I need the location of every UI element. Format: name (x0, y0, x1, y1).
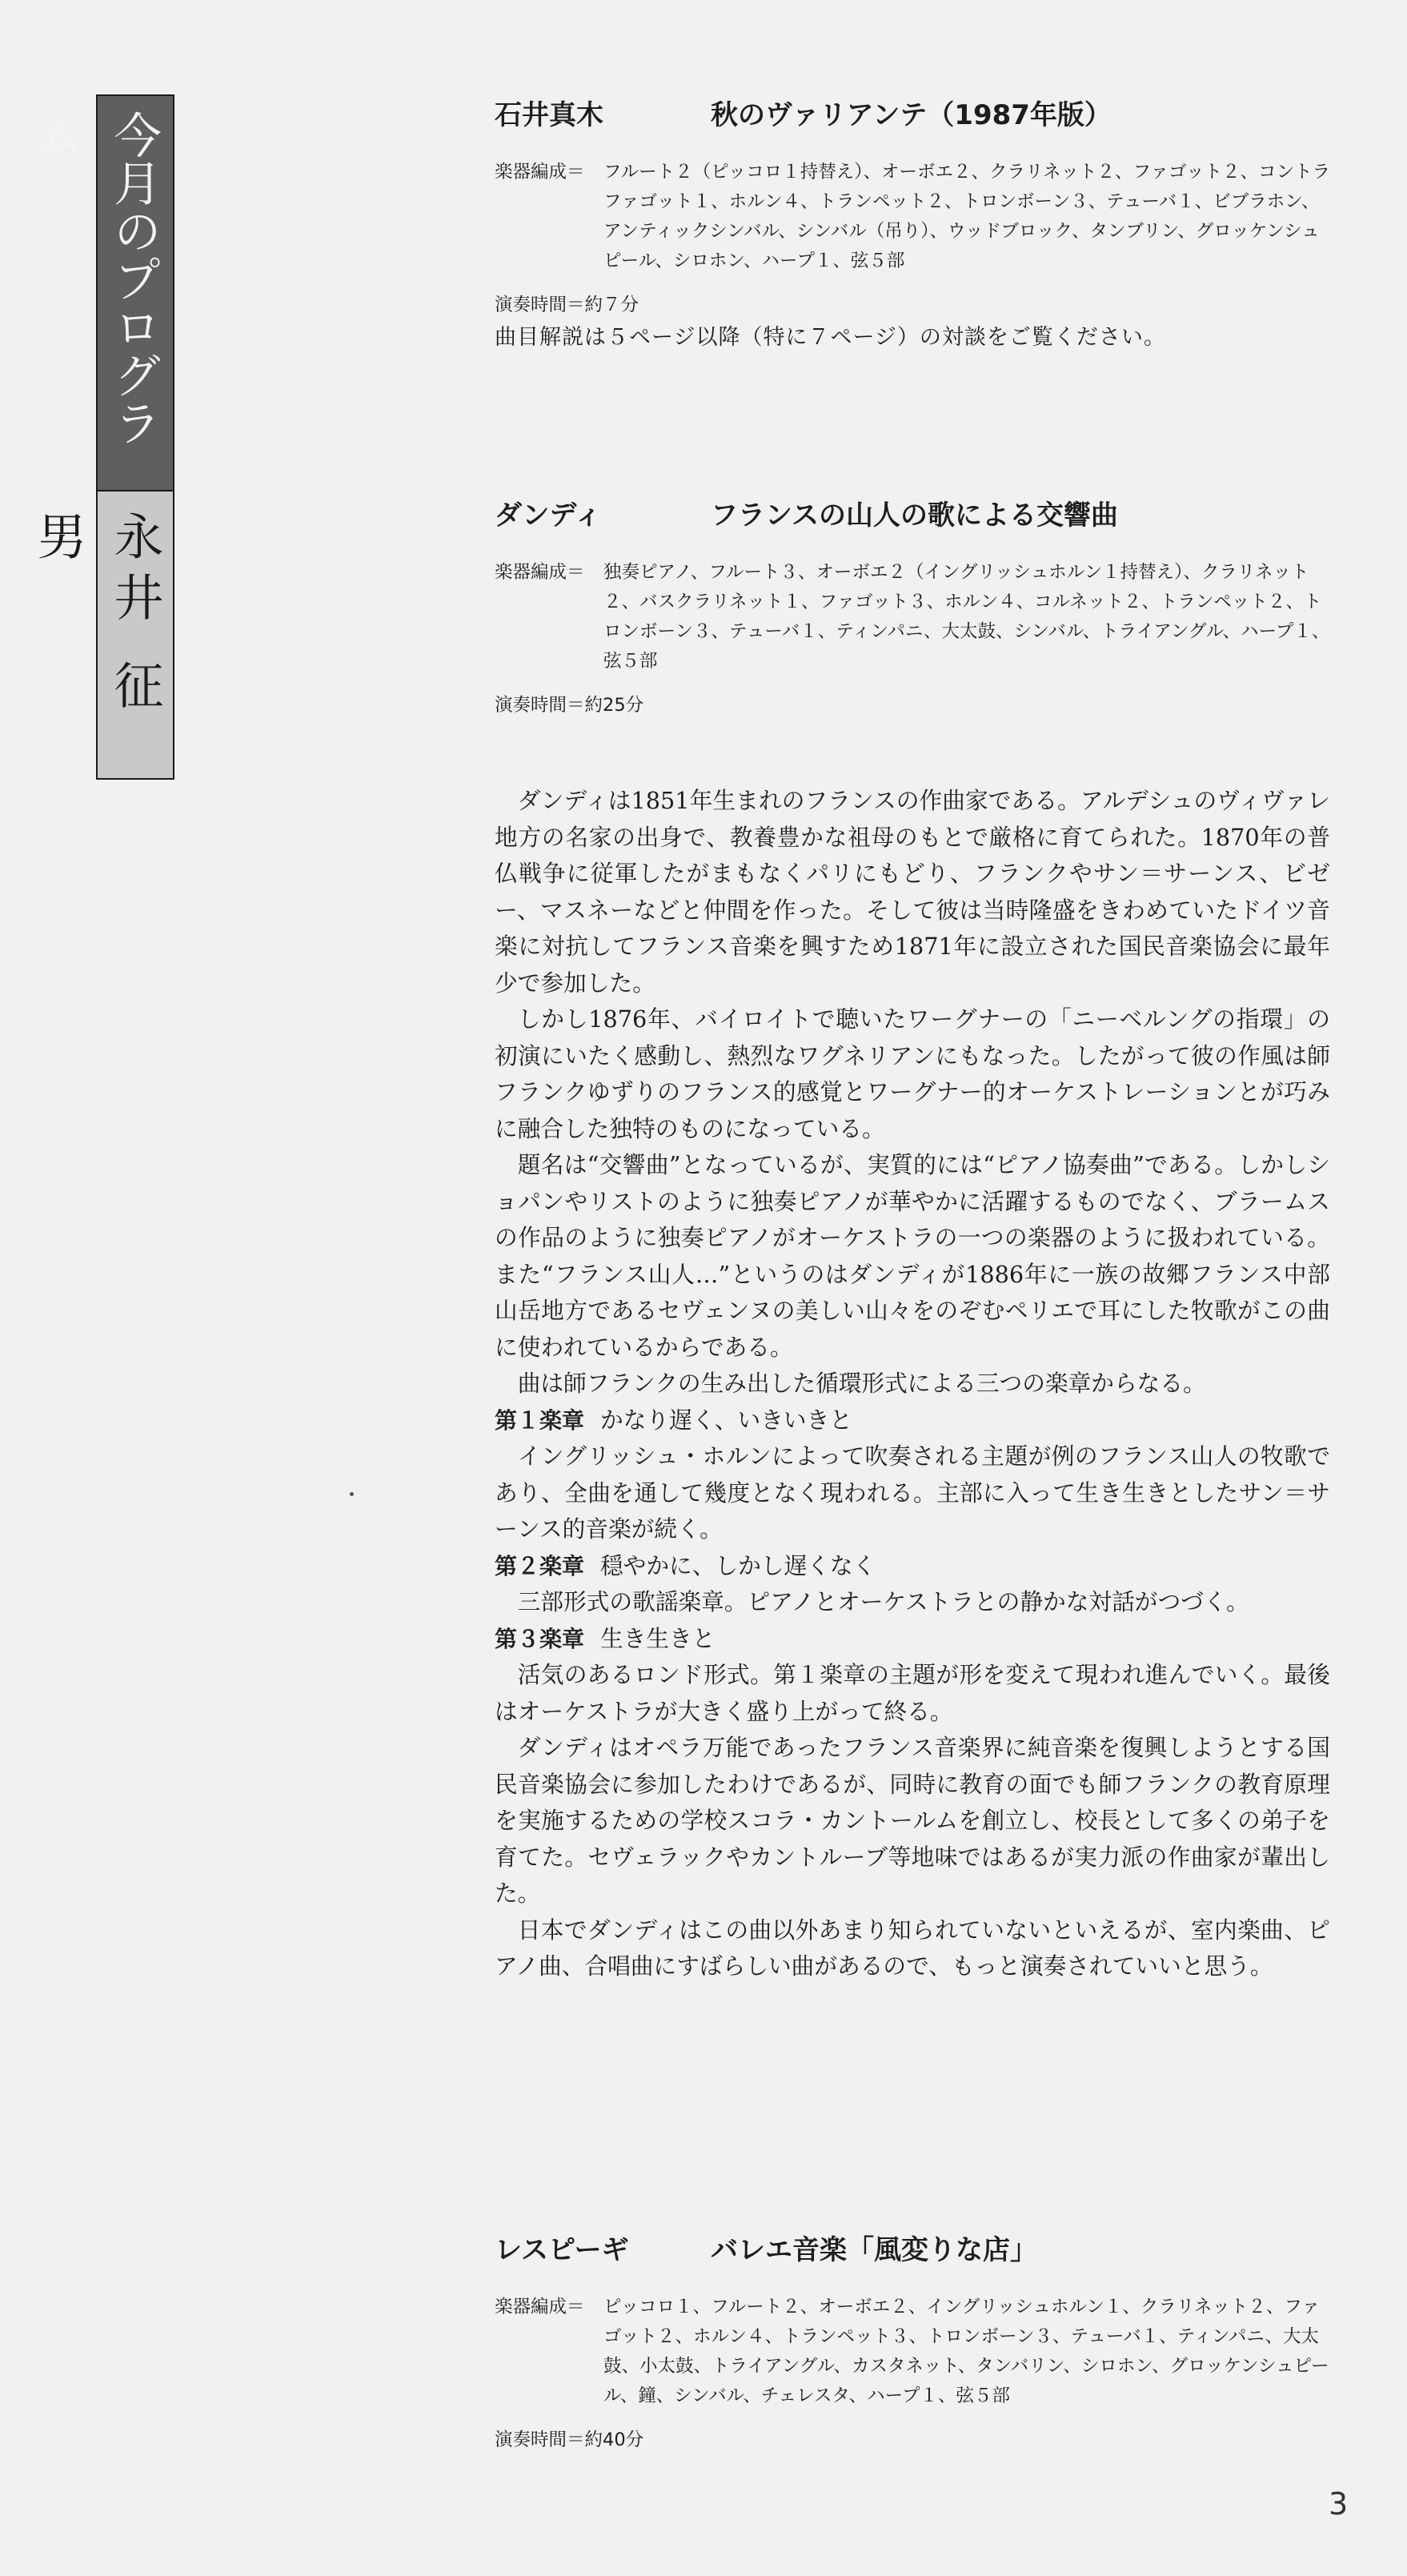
movement-text: 活気のあるロンド形式。第１楽章の主題が形を変えて現われ進んでいく。最後はオーケストラが大きく盛り上がって終る。 (495, 1661, 1330, 1725)
instrumentation (495, 558, 1335, 676)
movement-heading (495, 1621, 1330, 1658)
piece-heading (495, 496, 1335, 536)
piece-title: バレエ音楽「風変りな店」 (711, 2234, 1037, 2266)
essay-paragraph: ダンディはオペラ万能であったフランス音楽界に純音楽を復興しようとする国民音楽協会に参加したわけであるが、同時に教育の面でも師フランクの教育原理を実施するための学校スコラ・カントールムを創立し、校長として多くの弟子を育てた。セヴェラックやカントルーブ等地味ではあるが実力派の作曲家が輩出した。 (495, 1734, 1330, 1907)
movement-tempo: 穏やかに、しかし遅くなく (600, 1551, 876, 1579)
essay-paragraph: 日本でダンディはこの曲以外あまり知られていないといえるが、室内楽曲、ピアノ曲、合唱曲にすばらしい曲があるので、もっと演奏されていいと思う。 (495, 1916, 1330, 1980)
piece-ishii (495, 95, 1335, 354)
movement-tempo: 生き生きと (600, 1624, 716, 1652)
movement-label: 第１楽章 (495, 1406, 585, 1434)
sidebar-author: 永井 征男 (29, 511, 164, 720)
piece-title: フランスの山人の歌による交響曲 (711, 500, 1118, 532)
movement-label: 第３楽章 (495, 1625, 585, 1652)
instrumentation-text: 独奏ピアノ、フルート３、オーボエ２（イングリッシュホルン１持替え）、クラリネット２、バスクラリネット１、ファゴット３、ホルン４、コルネット２、トランペット２、トロンボーン３、テューバ１、ティンパニ、大太鼓、シンバル、トライアングル、ハープ１、弦５部 (603, 562, 1330, 672)
instrumentation-label: 楽器編成＝ (495, 2297, 585, 2317)
instrumentation (495, 158, 1335, 276)
instrumentation-text: フルート２（ピッコロ１持替え）、オーボエ２、クラリネット２、ファゴット２、コントラファゴット１、ホルン４、トランペット２、トロンボーン３、テューバ１、ビブラホン、アンティックシンバル、シンバル（吊り）、ウッドブロック、タンブリン、グロッケンシュピール、シロホン、ハープ１、弦５部 (603, 162, 1331, 271)
movement-label: 第２楽章 (495, 1552, 585, 1579)
piece-heading (495, 95, 1335, 135)
instrumentation-label: 楽器編成＝ (495, 162, 585, 183)
paper-speck (350, 1492, 354, 1496)
piece-dandy (495, 496, 1335, 720)
composer-name: ダンディ (495, 500, 602, 532)
page-number: 3 (1329, 2486, 1349, 2522)
movement-heading (495, 1402, 1330, 1439)
piece-title: 秋のヴァリアンテ（1987年版） (711, 99, 1112, 131)
piece-respighi (495, 2230, 1335, 2455)
movement-text: イングリッシュ・ホルンによって吹奏される主題が例のフランス山人の牧歌であり、全曲を通して幾度となく現われる。主部に入って生き生きとしたサン＝サーンス的音楽が続く。 (495, 1442, 1330, 1543)
instrumentation-label: 楽器編成＝ (495, 562, 585, 583)
instrumentation-text: ピッコロ１、フルート２、オーボエ２、イングリッシュホルン１、クラリネット２、ファゴット２、ホルン４、トランペット３、トロンボーン３、テューバ１、ティンパニ、大太鼓、小太鼓、トライアングル、カスタネット、タンバリン、シロホン、グロッケンシュピール、鐘、シンバル、チェレスタ、ハープ１、弦５部 (603, 2297, 1329, 2406)
movement-heading (495, 1548, 1330, 1585)
sidebar-heading: 今月のプログラム (27, 110, 162, 447)
duration: 演奏時間＝約７分 (495, 295, 639, 315)
duration: 演奏時間＝約40分 (495, 2430, 644, 2450)
essay-paragraph: 題名は“交響曲”となっているが、実質的には“ピアノ協奏曲”である。しかしショパンやリストのように独奏ピアノが華やかに活躍するものでなく、ブラームスの作品のように独奏ピアノがオーケストラの一つの楽器のように扱われている。また“フランス山人…”というのはダンディが1886年に一族の故郷フランス中部山岳地方であるセヴェンヌの美しい山々をのぞむペリエで耳にした牧歌がこの曲に使われているからである。 (495, 1151, 1330, 1361)
movement-tempo: かなり遅く、いきいきと (600, 1406, 852, 1434)
sidebar-heading-block (27, 94, 174, 490)
essay-paragraph: 曲は師フランクの生み出した循環形式による三つの楽章からなる。 (517, 1370, 1206, 1397)
dandy-essay (495, 783, 1330, 1985)
composer-name: レスピーギ (495, 2234, 629, 2266)
essay-paragraph: ダンディは1851年生まれのフランスの作曲家である。アルデシュのヴィヴァレ地方の名家の出身で、教養豊かな祖母のもとで厳格に育てられた。1870年の普仏戦争に従軍したがまもなくパリにもどり、フランクやサン＝サーンス、ビゼー、マスネーなどと仲間を作った。そして彼は当時隆盛をきわめていたドイツ音楽に対抗してフランス音楽を興すため1871年に設立された国民音楽協会に最年少で参加した。 (495, 787, 1330, 997)
instrumentation (495, 2293, 1335, 2411)
commentary-note: 曲目解説は５ページ以降（特に７ページ）の対談をご覧ください。 (495, 325, 1166, 350)
essay-paragraph: しかし1876年、バイロイトで聴いたワーグナーの「ニーベルングの指環」の初演にいたく感動し、熱烈なワグネリアンにもなった。したがって彼の作風は師フランクゆずりのフランス的感覚とワーグナー的オーケストレーションとが巧みに融合した独特のものになっている。 (495, 1005, 1330, 1142)
duration: 演奏時間＝約25分 (495, 695, 644, 716)
piece-heading (495, 2230, 1335, 2270)
movement-text: 三部形式の歌謡楽章。ピアノとオーケストラとの静かな対話がつづく。 (517, 1588, 1249, 1615)
sidebar-author-block (29, 490, 174, 780)
composer-name: 石井真木 (495, 99, 603, 131)
